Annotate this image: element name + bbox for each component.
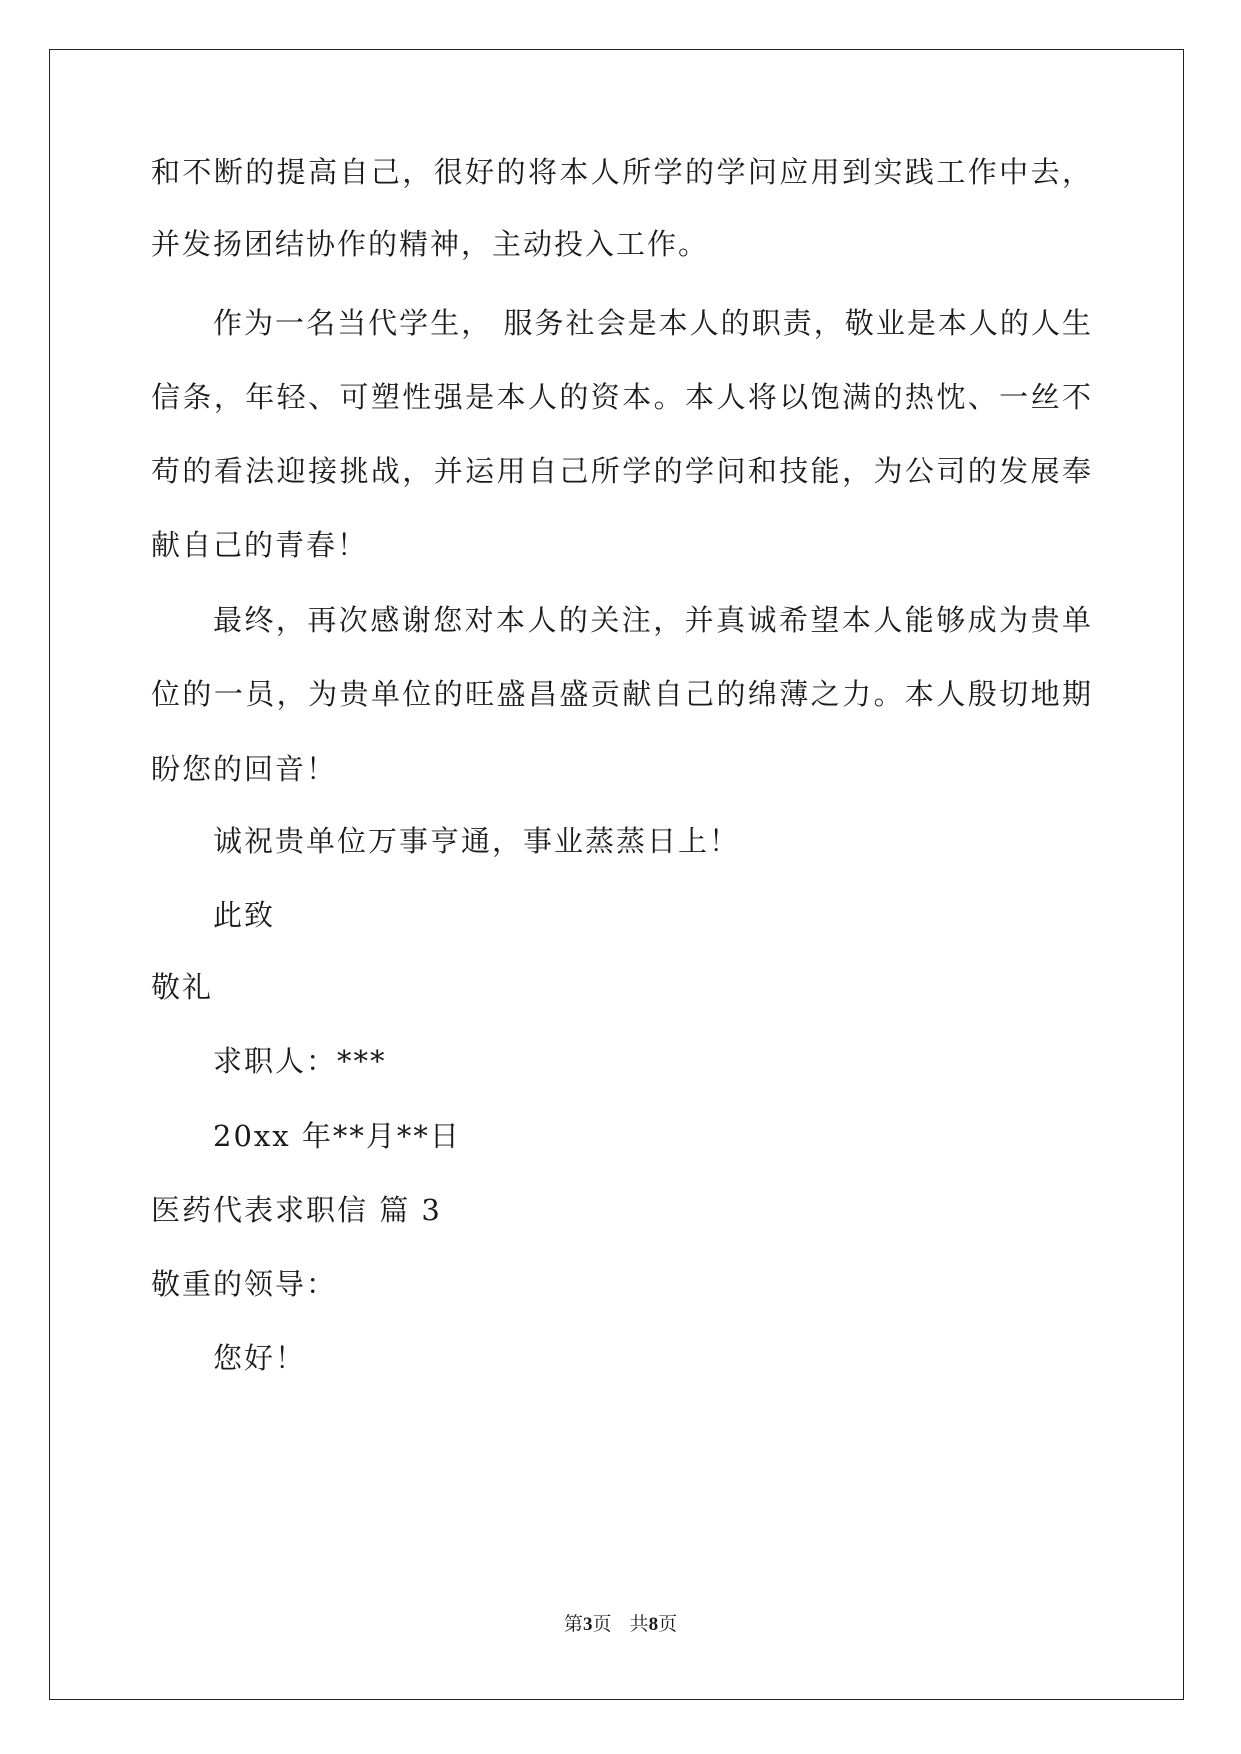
- body-line: 苟的看法迎接挑战，并运用自己所学的学问和技能，为公司的发展奉: [151, 454, 1091, 488]
- page-number: 第3页 共8页: [563, 1613, 678, 1635]
- body-line: 并发扬团结协作的精神，主动投入工作。: [151, 227, 710, 261]
- closing-salutation: 此致: [213, 898, 276, 932]
- total-page-number: 8: [648, 1614, 659, 1635]
- body-line: 位的一员，为贵单位的旺盛昌盛贡献自己的绵薄之力。本人殷切地期: [151, 677, 1091, 711]
- letter-greeting: 敬重的领导：: [151, 1267, 338, 1301]
- body-line: 盼您的回音！: [151, 752, 338, 786]
- body-line: 和不断的提高自己，很好的将本人所学的学问应用到实践工作中去，: [151, 155, 1091, 189]
- page-frame: [49, 49, 1184, 1700]
- signature-date: 20xx 年**月**日: [213, 1119, 461, 1153]
- closing-respect: 敬礼: [151, 970, 214, 1004]
- body-line: 信条，年轻、可塑性强是本人的资本。本人将以饱满的热忱、一丝不: [151, 380, 1091, 414]
- body-line: 最终，再次感谢您对本人的关注，并真诚希望本人能够成为贵单: [213, 603, 1091, 637]
- closing-wish: 诚祝贵单位万事亨通，事业蒸蒸日上！: [213, 824, 741, 858]
- body-line: 献自己的青春！: [151, 528, 369, 562]
- letter-hello: 您好！: [213, 1341, 307, 1375]
- current-page-number: 3: [582, 1614, 593, 1635]
- section-title: 医药代表求职信 篇 3: [151, 1193, 442, 1227]
- signature-applicant: 求职人：***: [213, 1044, 387, 1078]
- body-line: 作为一名当代学生， 服务社会是本人的职责，敬业是本人的人生: [213, 306, 1091, 340]
